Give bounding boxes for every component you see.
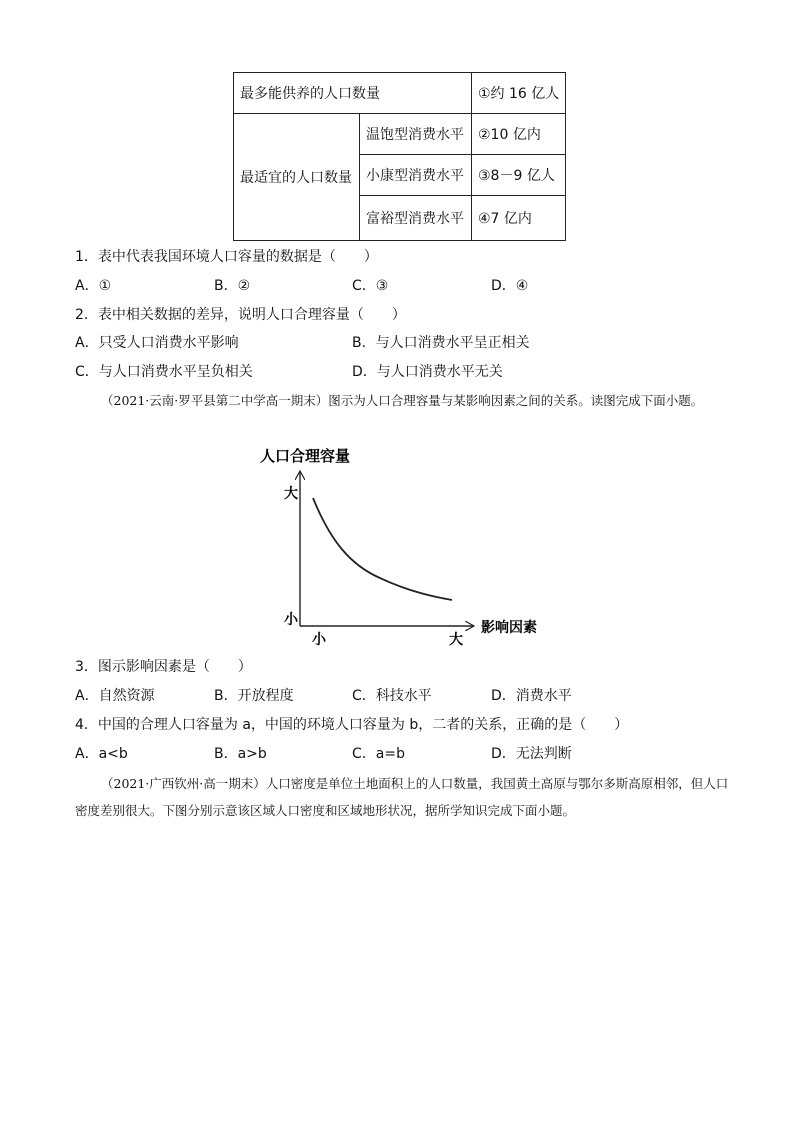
x-axis-title: 影响因素: [481, 620, 537, 636]
table-cell: ②10 亿内: [472, 114, 566, 155]
option-a: A．只受人口消费水平影响: [75, 335, 239, 351]
option-b: B．②: [214, 278, 251, 294]
option-a: A．①: [75, 278, 112, 294]
question-2-stem: 2．表中相关数据的差异，说明人口合理容量（ ）: [75, 307, 406, 323]
table-cell: 最多能供养的人口数量: [234, 73, 472, 114]
option-b: B．开放程度: [214, 688, 294, 704]
question-4-stem: 4．中国的合理人口容量为 a，中国的环境人口容量为 b，二者的关系，正确的是（ ）: [75, 717, 629, 733]
capacity-factor-figure: [250, 440, 560, 652]
option-a: A．a<b: [75, 746, 128, 762]
table-cell: 富裕型消费水平: [360, 196, 472, 241]
option-d: D．无法判断: [491, 746, 572, 762]
table-cell: 小康型消费水平: [360, 155, 472, 196]
intro-passage-2: （2021·广西钦州·高一期末）人口密度是单位土地面积上的人口数量，我国黄土高原与鄂尔多斯高原相邻，但人口密度差别很大。下图分别示意该区域人口密度和区域地形状况，据所学知识完成下面小题。: [75, 776, 729, 818]
x-low-label: 小: [312, 632, 326, 648]
x-high-label: 大: [449, 632, 463, 648]
table-cell: 温饱型消费水平: [360, 114, 472, 155]
option-b: B．与人口消费水平呈正相关: [352, 335, 530, 351]
table-cell: ①约 16 亿人: [472, 73, 566, 114]
option-b: B．a>b: [214, 746, 267, 762]
y-axis-title: 人口合理容量: [260, 447, 351, 465]
capacity-curve: [313, 498, 452, 600]
table-cell: 最适宜的人口数量: [234, 114, 360, 241]
y-high-label: 大: [284, 486, 298, 502]
intro-passage-1: （2021·云南·罗平县第二中学高一期末）图示为人口合理容量与某影响因素之间的关系。读图完成下面小题。: [101, 393, 704, 408]
option-c: C．与人口消费水平呈负相关: [75, 364, 253, 380]
table-cell: ④7 亿内: [472, 196, 566, 241]
population-capacity-table: [233, 72, 566, 241]
option-d: D．与人口消费水平无关: [352, 364, 503, 380]
question-3-stem: 3．图示影响因素是（ ）: [75, 659, 252, 675]
option-d: D．消费水平: [491, 688, 572, 704]
option-d: D．④: [491, 278, 529, 294]
option-a: A．自然资源: [75, 688, 155, 704]
option-c: C．③: [352, 278, 389, 294]
table-row: [234, 114, 566, 155]
y-low-label: 小: [284, 612, 298, 628]
option-c: C．科技水平: [352, 688, 432, 704]
option-c: C．a=b: [352, 746, 405, 762]
question-1-stem: 1．表中代表我国环境人口容量的数据是（ ）: [75, 249, 378, 265]
table-cell: ③8－9 亿人: [472, 155, 566, 196]
table-row: [234, 73, 566, 114]
